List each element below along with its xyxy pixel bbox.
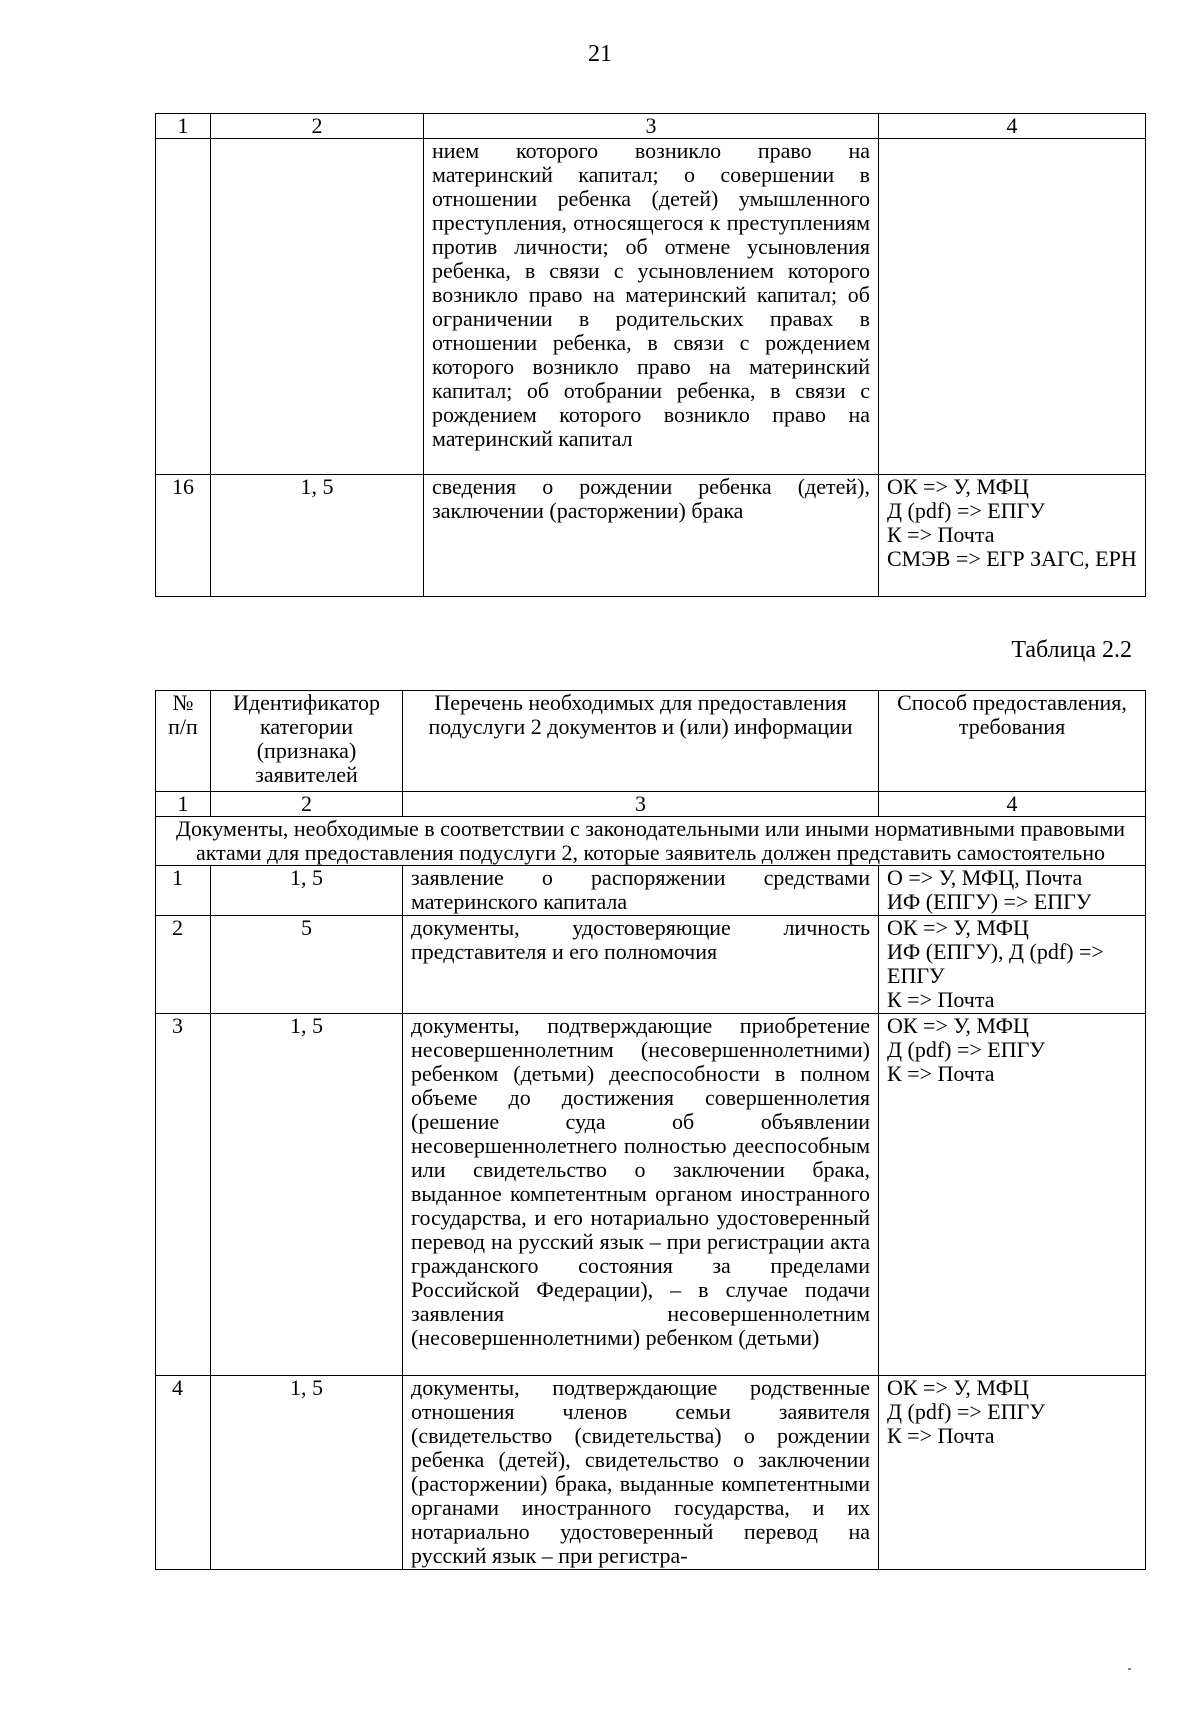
- col-number-3: 3: [403, 792, 879, 817]
- method-cell: [879, 475, 1146, 597]
- category-cell: 1, 5: [211, 475, 424, 597]
- header-category: Идентификатор категории (признака) заявителей: [211, 691, 403, 792]
- row-number: 2: [156, 916, 211, 1014]
- table-row: [156, 866, 1146, 916]
- section-title-row: [156, 817, 1146, 866]
- document-text-cell: заявление о распоряжении средствами материнского капитала: [403, 866, 879, 916]
- table-2-header: [156, 691, 1146, 792]
- section-title: Документы, необходимые в соответствии с законодательными или иными нормативными правовыми актами для предоставления подуслуги 2, которые заявитель должен представить самостоятельно: [156, 817, 1146, 866]
- method-line: К => Почта: [887, 987, 995, 1012]
- method-cell: [879, 866, 1146, 916]
- col-number-4: 4: [879, 114, 1146, 139]
- method-line: ИФ (ЕПГУ) => ЕПГУ: [887, 889, 1092, 914]
- method-line: К => Почта: [887, 1423, 995, 1448]
- table-row: [156, 475, 1146, 597]
- row-number: 4: [156, 1376, 211, 1570]
- category-cell: 1, 5: [211, 866, 403, 916]
- method-line: ОК => У, МФЦ: [887, 1013, 1029, 1038]
- method-line: Д (pdf) => ЕПГУ: [887, 498, 1045, 523]
- row-number: 16: [156, 475, 211, 597]
- table-row: [156, 1014, 1146, 1376]
- table-row: [156, 916, 1146, 1014]
- header-method: Способ предоставления, требования: [879, 691, 1146, 792]
- row-number: 3: [156, 1014, 211, 1376]
- method-line: Д (pdf) => ЕПГУ: [887, 1399, 1045, 1424]
- col-number-3: 3: [424, 114, 879, 139]
- document-text-cell: документы, удостоверяющие личность представителя и его полномочия: [403, 916, 879, 1014]
- table-row: [156, 1376, 1146, 1570]
- method-line: СМЭВ => ЕГР ЗАГС, ЕРН: [887, 546, 1137, 571]
- method-cell: [879, 139, 1146, 475]
- document-text-cell: документы, подтверждающие приобретение несовершеннолетним (несовершеннолетними) ребенком (детьми) дееспособности в полном объеме до достижения совершеннолетия (решение суда об объявлении несовершеннолетнего полностью дееспособным или свидетельство о заключении брака, выданное компетентным органом иностранного государства, и его нотариально удостоверенный перевод на русский язык – при регистрации акта гражданского состояния за пределами Российской Федерации), – в случае подачи заявления несовершеннолетним (несовершеннолетними) ребенком (детьми): [403, 1014, 879, 1376]
- category-cell: [211, 139, 424, 475]
- category-cell: 5: [211, 916, 403, 1014]
- method-cell: [879, 1376, 1146, 1570]
- col-number-2: 2: [211, 114, 424, 139]
- method-line: ИФ (ЕПГУ), Д (pdf) => ЕПГУ: [887, 939, 1104, 988]
- page-number: 21: [588, 41, 612, 67]
- method-line: ОК => У, МФЦ: [887, 474, 1029, 499]
- table-2-column-numbers: [156, 792, 1146, 817]
- method-line: О => У, МФЦ, Почта: [887, 865, 1083, 890]
- method-line: ОК => У, МФЦ: [887, 915, 1029, 940]
- document-text-cell: нием которого возникло право на материнский капитал; о совершении в отношении ребенка (детей) умышленного преступления, относящегося к преступлениям против личности; об отмене усыновления ребенка, в связи с усыновлением которого возникло право на материнский капитал; об ограничении в родительских правах в отношении ребенка, в связи с рождением которого возникло право на материнский капитал; об отобрании ребенка, в связи с рождением которого возникло право на материнский капитал: [424, 139, 879, 475]
- scan-speck: [1128, 1668, 1131, 1670]
- method-line: К => Почта: [887, 1061, 995, 1086]
- document-text-cell: документы, подтверждающие родственные отношения членов семьи заявителя (свидетельство (свидетельства) о рождении ребенка (детей), свидетельство о заключении (расторжении) брака, выданные компетентными органами иностранного государства, и их нотариально удостоверенный перевод на русский язык – при регистра-: [403, 1376, 879, 1570]
- col-number-4: 4: [879, 792, 1146, 817]
- method-cell: [879, 916, 1146, 1014]
- row-number: 1: [156, 866, 211, 916]
- row-number: [156, 139, 211, 475]
- table-2: [155, 690, 1146, 1570]
- table-1-column-numbers: [156, 114, 1146, 139]
- category-cell: 1, 5: [211, 1376, 403, 1570]
- col-number-2: 2: [211, 792, 403, 817]
- header-documents: Перечень необходимых для предоставления подуслуги 2 документов и (или) информации: [403, 691, 879, 792]
- method-line: ОК => У, МФЦ: [887, 1375, 1029, 1400]
- method-cell: [879, 1014, 1146, 1376]
- document-text-cell: сведения о рождении ребенка (детей), заключении (расторжении) брака: [424, 475, 879, 597]
- table-1: [155, 113, 1146, 597]
- col-number-1: 1: [156, 114, 211, 139]
- table-row: [156, 139, 1146, 475]
- category-cell: 1, 5: [211, 1014, 403, 1376]
- col-number-1: 1: [156, 792, 211, 817]
- method-line: К => Почта: [887, 522, 995, 547]
- header-number: № п/п: [156, 691, 211, 792]
- table-caption: Таблица 2.2: [1011, 637, 1132, 663]
- method-line: Д (pdf) => ЕПГУ: [887, 1037, 1045, 1062]
